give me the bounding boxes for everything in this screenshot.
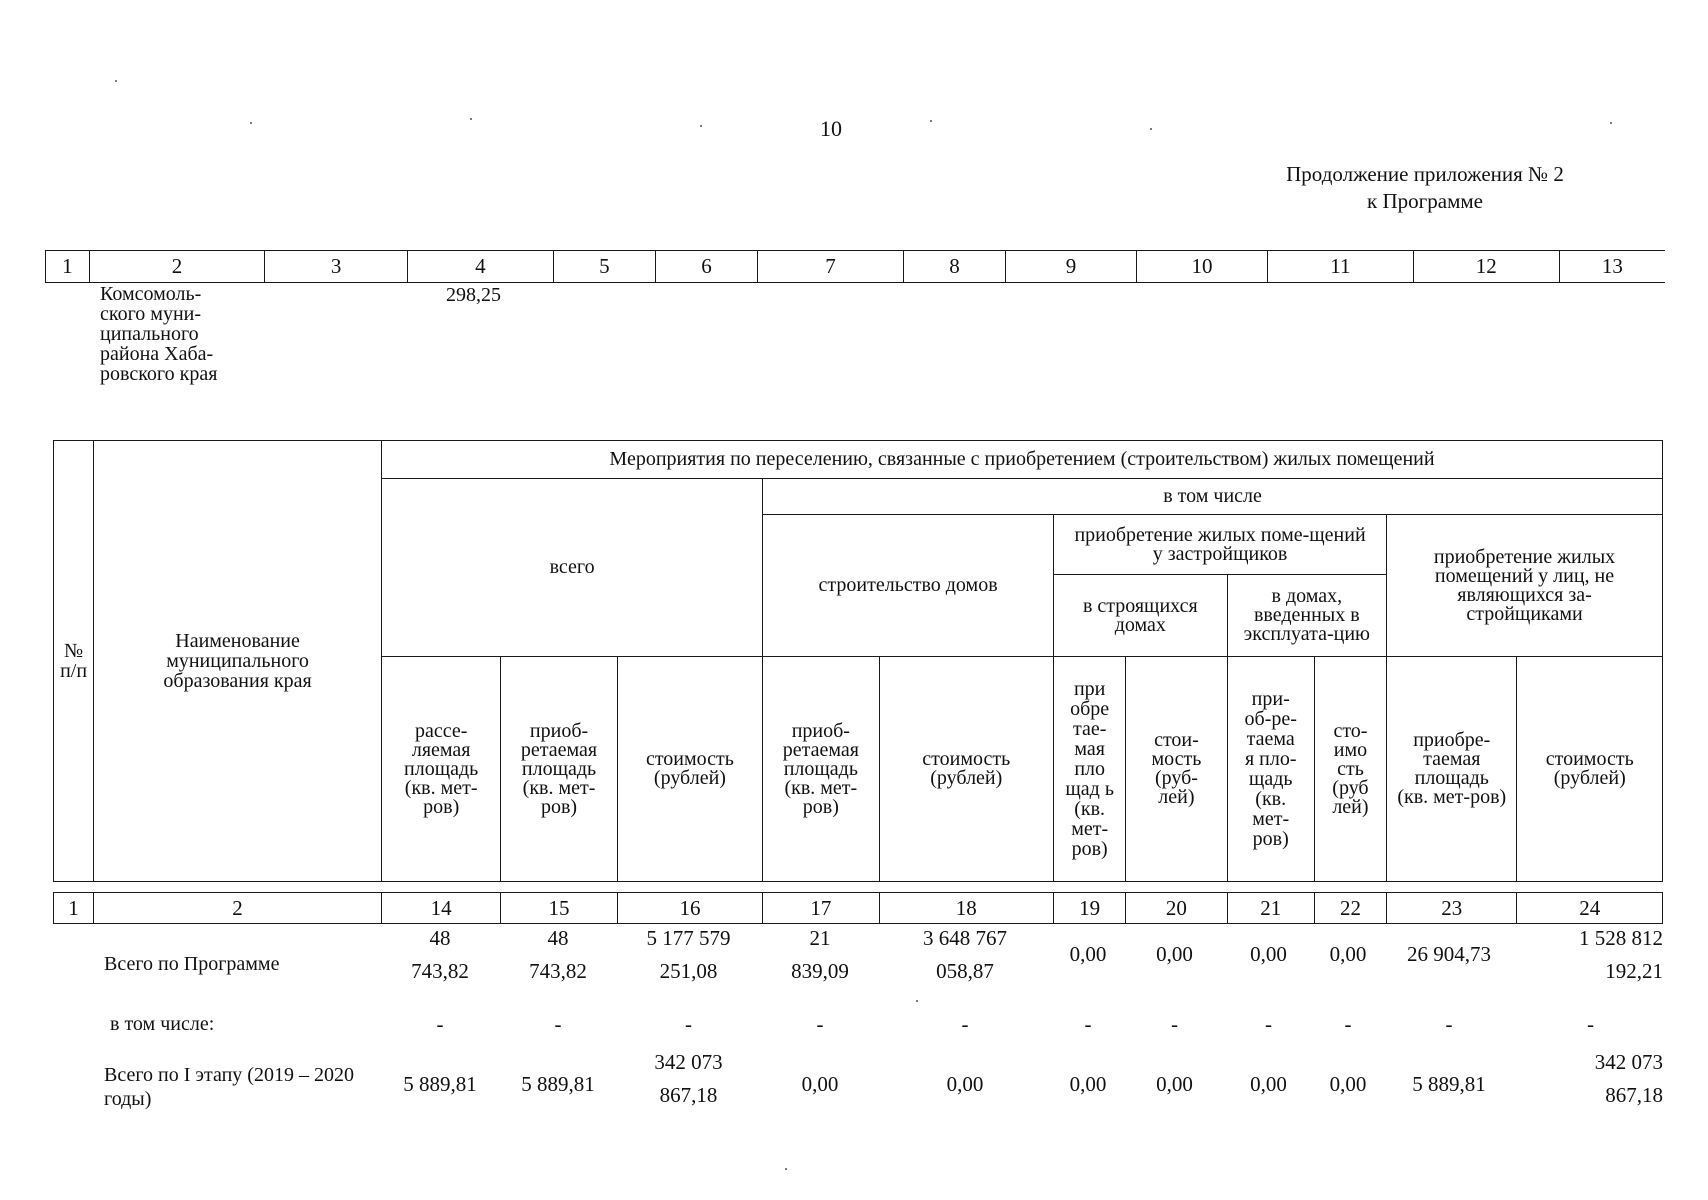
- stage1-c15: 5 889,81: [521, 1072, 595, 1096]
- stage1-c23: 5 889,81: [1412, 1072, 1486, 1096]
- stage1-c17: 0,00: [801, 1072, 839, 1096]
- header-c16: [617, 657, 762, 882]
- main-header-table: [53, 440, 1663, 882]
- including-c14: -: [436, 1012, 444, 1036]
- scan-speck: [1150, 128, 1152, 130]
- stage1-c24-line1: 342 073: [1594, 1050, 1663, 1074]
- row-label-total: Всего по Программе: [104, 953, 280, 975]
- stage1-c24: [1518, 1046, 1663, 1112]
- including-c19: -: [1084, 1012, 1092, 1036]
- header-c15: [501, 657, 617, 882]
- top-col-3: 3: [265, 251, 408, 283]
- header-num: [54, 441, 94, 882]
- row-label-stage-1: Всего по I этапу (2019 – 2020 годы): [104, 1064, 354, 1110]
- header-c24: [1517, 657, 1663, 882]
- stage1-c24-line2: 867,18: [1605, 1083, 1663, 1107]
- colnum-20: 20: [1126, 893, 1227, 924]
- header-commissioned-text: в домах, введенных в эксплуата-цию: [1243, 585, 1370, 645]
- stage1-c14: 5 889,81: [403, 1072, 477, 1096]
- including-c16: -: [685, 1012, 692, 1036]
- header-c20-text: стои-мость (руб-лей): [1151, 729, 1202, 808]
- colnum-16: 16: [617, 893, 762, 924]
- appendix-line-1: Продолжение приложения № 2: [1286, 162, 1564, 186]
- total-c23: 26 904,73: [1407, 942, 1491, 966]
- total-c16-line2: 251,08: [659, 959, 718, 983]
- top-col-10: 10: [1136, 251, 1267, 283]
- colnum-14: 14: [382, 893, 501, 924]
- total-c16-line1: 5 177 579: [646, 926, 731, 950]
- scan-speck: [1610, 122, 1612, 124]
- header-under-construction-text: в строящихся домах: [1082, 594, 1198, 636]
- total-c18-line1: 3 648 767: [923, 926, 1007, 950]
- header-c22-text: сто-имо сть (руб лей): [1332, 719, 1369, 818]
- header-c17: [763, 657, 879, 882]
- scan-speck: [470, 118, 472, 120]
- scan-speck: [785, 1168, 787, 1170]
- scan-speck: [700, 125, 702, 127]
- header-num-text: № п/п: [60, 640, 88, 682]
- header-commissioned: [1227, 575, 1386, 657]
- header-c19-text: при обре тае-мая пло щад ь (кв. мет-ров): [1065, 678, 1114, 860]
- total-c15: [498, 922, 618, 988]
- header-total: всего: [382, 479, 763, 657]
- including-c17: -: [816, 1012, 824, 1036]
- top-col-11: 11: [1267, 251, 1413, 283]
- header-c14-text: рассе-ляемая площадь (кв. мет-ров): [404, 719, 479, 818]
- total-c19: 0,00: [1069, 942, 1107, 966]
- colnum-21: 21: [1227, 893, 1314, 924]
- stage1-c16-line1: 342 073: [654, 1050, 723, 1074]
- total-c14: [380, 922, 500, 988]
- header-c18: [879, 657, 1054, 882]
- continuation-municipality-name: Комсомоль- ского муни- ципального района Хаба- ровского края: [100, 283, 218, 385]
- header-c20: [1126, 657, 1227, 882]
- top-col-2: 2: [89, 251, 265, 283]
- total-c17-line1: 21: [809, 926, 831, 950]
- including-c20: -: [1171, 1012, 1178, 1036]
- header-c22: [1314, 657, 1386, 882]
- header-developers: [1054, 515, 1387, 575]
- header-c24-text: стоимость (рублей): [1545, 748, 1634, 789]
- including-c15: -: [554, 1012, 562, 1036]
- total-c14-line2: 743,82: [411, 959, 469, 983]
- colnum-15: 15: [501, 893, 617, 924]
- header-c16-text: стоимость (рублей): [645, 748, 734, 789]
- including-c24: -: [1587, 1012, 1594, 1036]
- header-c17-text: приоб-ретаемая площадь (кв. мет-ров): [782, 719, 859, 818]
- colnum-1: 1: [54, 893, 94, 924]
- row-label-including: в том числе:: [110, 1013, 215, 1035]
- total-c20: 0,00: [1156, 942, 1193, 966]
- colnum-17: 17: [763, 893, 879, 924]
- total-c21: 0,00: [1250, 942, 1287, 966]
- including-c22: -: [1344, 1012, 1352, 1036]
- scan-speck: [250, 122, 252, 124]
- top-col-13: 13: [1559, 251, 1665, 283]
- appendix-note: [1250, 161, 1600, 215]
- total-c18: [878, 922, 1052, 988]
- header-c18-text: стоимость (рублей): [922, 748, 1011, 789]
- header-developers-text: приобретение жилых поме-щений у застройщиков: [1074, 523, 1366, 565]
- header-construction: строительство домов: [763, 515, 1054, 657]
- colnum-2: 2: [94, 893, 382, 924]
- header-c14: [382, 657, 501, 882]
- stage1-c21: 0,00: [1250, 1072, 1287, 1096]
- total-c15-line2: 743,82: [529, 959, 587, 983]
- header-including: в том числе: [763, 479, 1663, 515]
- colnum-19: 19: [1054, 893, 1126, 924]
- column-numbers-table: [53, 892, 1663, 924]
- header-municipality: [94, 441, 382, 882]
- stage1-c18: 0,00: [946, 1072, 984, 1096]
- total-c24-line2: 192,21: [1605, 959, 1663, 983]
- header-title: Мероприятия по переселению, связанные с приобретением (строительством) жилых помещений: [382, 441, 1663, 479]
- total-c17: [762, 922, 878, 988]
- top-col-7: 7: [758, 251, 904, 283]
- top-col-9: 9: [1006, 251, 1137, 283]
- colnum-18: 18: [879, 893, 1054, 924]
- including-c21: -: [1265, 1012, 1272, 1036]
- stage1-c20: 0,00: [1156, 1072, 1193, 1096]
- colnum-24: 24: [1517, 893, 1663, 924]
- scan-speck: [115, 80, 117, 82]
- header-under-construction: [1054, 575, 1228, 657]
- including-c18: -: [961, 1012, 969, 1036]
- total-c14-line1: 48: [429, 926, 451, 950]
- top-col-6: 6: [655, 251, 757, 283]
- total-c22: 0,00: [1329, 942, 1367, 966]
- header-c21-text: при-об-ре-таема я пло-щадь (кв. мет-ров): [1244, 688, 1297, 850]
- continuation-value: 298,25: [446, 284, 501, 306]
- header-non-developers-text: приобретение жилых помещений у лиц, не являющихся за-стройщиками: [1433, 545, 1616, 625]
- scan-speck: [930, 120, 932, 122]
- top-col-4: 4: [408, 251, 554, 283]
- header-c23: [1387, 657, 1517, 882]
- total-c24: [1518, 922, 1663, 988]
- continuation-header-table: [45, 250, 1665, 283]
- page-number: 10: [820, 116, 842, 141]
- colnum-22: 22: [1314, 893, 1386, 924]
- appendix-line-2: к Программе: [1367, 189, 1483, 213]
- top-col-5: 5: [553, 251, 655, 283]
- scan-speck: [916, 1000, 918, 1002]
- stage1-c16: [616, 1046, 761, 1112]
- stage1-c19: 0,00: [1069, 1072, 1107, 1096]
- total-c24-line1: 1 528 812: [1579, 926, 1663, 950]
- total-c18-line2: 058,87: [936, 959, 994, 983]
- colnum-23: 23: [1387, 893, 1517, 924]
- header-c19: [1054, 657, 1126, 882]
- header-c15-text: приоб-ретаемая площадь (кв. мет-ров): [520, 719, 598, 818]
- top-col-12: 12: [1413, 251, 1559, 283]
- top-col-1: 1: [46, 251, 90, 283]
- header-c21: [1227, 657, 1314, 882]
- total-c16: [616, 922, 761, 988]
- header-c23-text: приобре-таемая площадь (кв. мет-ров): [1397, 729, 1507, 808]
- stage1-c22: 0,00: [1329, 1072, 1367, 1096]
- total-c17-line2: 839,09: [791, 959, 849, 983]
- total-c15-line1: 48: [547, 926, 569, 950]
- header-municipality-text: Наименование муниципального образования края: [163, 630, 312, 692]
- stage1-c16-line2: 867,18: [659, 1083, 718, 1107]
- header-non-developers: [1387, 515, 1663, 657]
- top-col-8: 8: [903, 251, 1005, 283]
- including-c23: -: [1445, 1012, 1453, 1036]
